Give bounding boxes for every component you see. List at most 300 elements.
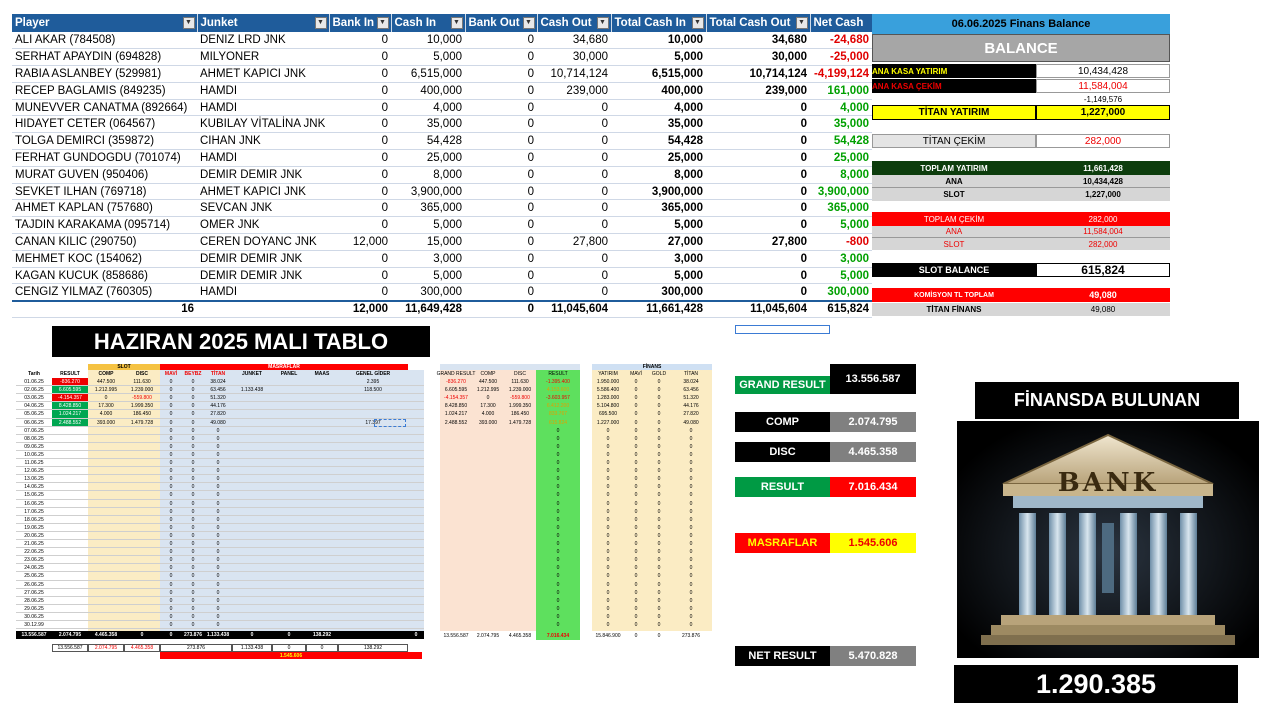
monthly-value-cell[interactable]: 0 — [169, 581, 173, 588]
date-cell[interactable]: 29.06.25 — [24, 605, 44, 612]
cell-cash-in[interactable]: 300,000 — [391, 284, 465, 301]
monthly-mid-cell[interactable]: 0 — [556, 460, 560, 467]
cell-total-out[interactable]: 0 — [706, 200, 810, 217]
monthly-fin-cell[interactable]: 0 — [634, 443, 638, 450]
monthly-mid-cell[interactable]: 111.630 — [511, 379, 529, 386]
monthly-fin-cell[interactable]: 0 — [689, 589, 693, 596]
date-cell[interactable]: 15.06.25 — [24, 492, 44, 499]
monthly-value-cell[interactable]: 0 — [191, 500, 195, 507]
monthly-mid-cell[interactable]: 615.824 — [548, 419, 568, 426]
cell-player[interactable]: CANAN KILIC (290750) — [12, 234, 197, 251]
monthly-mid-cell[interactable] — [440, 483, 472, 491]
monthly-value-cell[interactable]: 0 — [169, 451, 173, 458]
cell-net[interactable]: 3,000 — [810, 250, 872, 267]
monthly-fin-cell[interactable]: 0 — [634, 622, 638, 629]
monthly-fin-cell[interactable]: 38.024 — [683, 379, 699, 386]
cell-total-out[interactable]: 0 — [706, 116, 810, 133]
monthly-fin-cell[interactable]: 0 — [657, 508, 661, 515]
monthly-value-cell[interactable]: 0 — [216, 451, 220, 458]
cell-cash-in[interactable]: 365,000 — [391, 200, 465, 217]
cell-bank-out[interactable]: 0 — [465, 183, 537, 200]
monthly-mid-cell[interactable] — [504, 564, 536, 572]
monthly-fin-cell[interactable]: 0 — [606, 597, 610, 604]
monthly-fin-cell[interactable]: 0 — [634, 395, 638, 402]
cell-bank-out[interactable]: 0 — [465, 66, 537, 83]
cell-cash-in[interactable]: 4,000 — [391, 99, 465, 116]
cell-cash-out[interactable]: 34,680 — [537, 32, 611, 49]
monthly-fin-cell[interactable]: 63.456 — [683, 387, 699, 394]
cell-cash-in[interactable]: 5,000 — [391, 49, 465, 66]
cell-total-in[interactable]: 5,000 — [611, 49, 706, 66]
monthly-fin-cell[interactable]: 0 — [606, 541, 610, 548]
cell-total-in[interactable]: 3,000 — [611, 250, 706, 267]
monthly-fin-cell[interactable]: 0 — [689, 468, 693, 475]
monthly-fin-cell[interactable]: 0 — [634, 500, 638, 507]
monthly-mid-cell[interactable]: 0 — [556, 565, 560, 572]
monthly-fin-cell[interactable]: 0 — [689, 557, 693, 564]
monthly-value-cell[interactable]: 0 — [169, 549, 173, 556]
cell-player[interactable]: CENGIZ YILMAZ (760305) — [12, 284, 197, 301]
player-row[interactable] — [12, 150, 872, 167]
monthly-fin-cell[interactable]: 0 — [657, 613, 661, 620]
monthly-mid-cell[interactable]: 4.153.600 — [546, 387, 570, 394]
cell-junket[interactable]: AHMET KAPICI JNK — [197, 183, 329, 200]
monthly-value-cell[interactable]: 0 — [191, 484, 195, 491]
cell-junket[interactable]: HAMDI — [197, 150, 329, 167]
cell-cash-in[interactable]: 25,000 — [391, 150, 465, 167]
cell-total-in[interactable]: 400,000 — [611, 82, 706, 99]
monthly-fin-cell[interactable]: 27.820 — [683, 411, 699, 418]
monthly-fin-cell[interactable]: 0 — [634, 573, 638, 580]
monthly-fin-cell[interactable]: 0 — [657, 516, 661, 523]
monthly-value-cell[interactable]: 447.500 — [96, 379, 116, 386]
monthly-fin-cell[interactable]: 0 — [657, 622, 661, 629]
monthly-mid-cell[interactable] — [440, 516, 472, 524]
col-header-bank-in[interactable]: Bank In ▼ — [329, 14, 391, 32]
monthly-fin-cell[interactable]: 0 — [634, 557, 638, 564]
cell-bank-out[interactable]: 0 — [465, 250, 537, 267]
col-header-player[interactable]: Player ▼ — [12, 14, 197, 32]
monthly-value-cell[interactable]: 0 — [169, 387, 173, 394]
cell-bank-in[interactable]: 0 — [329, 250, 391, 267]
monthly-fin-cell[interactable]: 0 — [606, 565, 610, 572]
cell-cash-in[interactable]: 5,000 — [391, 267, 465, 284]
monthly-fin-cell[interactable]: 0 — [634, 387, 638, 394]
monthly-mid-cell[interactable] — [472, 564, 504, 572]
monthly-value-cell[interactable]: 0 — [191, 468, 195, 475]
monthly-fin-cell[interactable]: 0 — [606, 589, 610, 596]
monthly-mid-cell[interactable] — [472, 459, 504, 467]
monthly-mid-cell[interactable] — [504, 540, 536, 548]
cell-cash-in[interactable]: 15,000 — [391, 234, 465, 251]
monthly-mid-cell[interactable] — [440, 475, 472, 483]
monthly-value-cell[interactable]: 0 — [191, 581, 195, 588]
monthly-value-cell[interactable]: 0 — [169, 492, 173, 499]
monthly-value-cell[interactable]: 0 — [169, 605, 173, 612]
monthly-fin-cell[interactable]: 0 — [634, 403, 638, 410]
cell-cash-out[interactable]: 0 — [537, 133, 611, 150]
monthly-mid-cell[interactable] — [472, 556, 504, 564]
cell-junket[interactable]: SEVCAN JNK — [197, 200, 329, 217]
monthly-value-cell[interactable]: 0 — [169, 597, 173, 604]
date-cell[interactable]: 24.06.25 — [24, 565, 44, 572]
monthly-value-cell[interactable]: 38.024 — [210, 379, 226, 386]
monthly-value-cell[interactable]: 111.630 — [133, 379, 151, 386]
date-cell[interactable]: 30.12.99 — [24, 622, 44, 629]
monthly-fin-cell[interactable]: 0 — [634, 435, 638, 442]
cell-bank-out[interactable]: 0 — [465, 166, 537, 183]
monthly-mid-cell[interactable]: -4.154.357 — [444, 395, 468, 402]
cell-bank-out[interactable]: 0 — [465, 234, 537, 251]
monthly-fin-cell[interactable]: 0 — [606, 581, 610, 588]
monthly-mid-cell[interactable] — [440, 572, 472, 580]
cell-cash-out[interactable]: 0 — [537, 200, 611, 217]
monthly-fin-cell[interactable]: 44.176 — [683, 403, 699, 410]
monthly-value-cell[interactable]: 0 — [191, 411, 195, 418]
cell-net[interactable]: 4,000 — [810, 99, 872, 116]
monthly-mid-cell[interactable] — [440, 589, 472, 597]
monthly-value-cell[interactable]: 0 — [169, 524, 173, 531]
monthly-value-cell[interactable]: 0 — [169, 419, 173, 426]
monthly-value-cell[interactable]: 2.395 — [366, 379, 380, 386]
monthly-mid-cell[interactable] — [440, 621, 472, 629]
monthly-mid-cell[interactable] — [472, 540, 504, 548]
monthly-value-cell[interactable]: 0 — [169, 622, 173, 629]
monthly-mid-cell[interactable] — [504, 451, 536, 459]
date-cell[interactable]: 05.06.25 — [24, 411, 44, 418]
monthly-fin-cell[interactable]: 0 — [657, 387, 661, 394]
monthly-fin-cell[interactable]: 0 — [689, 532, 693, 539]
monthly-mid-cell[interactable] — [440, 597, 472, 605]
col-header-cash-in[interactable]: Cash In ▼ — [391, 14, 465, 32]
monthly-value-cell[interactable]: 0 — [169, 435, 173, 442]
monthly-mid-cell[interactable] — [504, 467, 536, 475]
monthly-value-cell[interactable]: 118.500 — [364, 387, 382, 394]
monthly-fin-cell[interactable]: 0 — [657, 500, 661, 507]
cell-bank-in[interactable]: 0 — [329, 116, 391, 133]
monthly-mid-cell[interactable]: 0 — [556, 443, 560, 450]
monthly-value-cell[interactable]: 0 — [216, 524, 220, 531]
monthly-mid-cell[interactable] — [504, 508, 536, 516]
monthly-value-cell[interactable]: 17.397 — [365, 419, 381, 426]
cell-cash-out[interactable]: 239,000 — [537, 82, 611, 99]
monthly-value-cell[interactable]: 1.133.438 — [240, 387, 264, 394]
monthly-fin-cell[interactable]: 0 — [634, 379, 638, 386]
monthly-fin-cell[interactable]: 0 — [657, 573, 661, 580]
monthly-fin-cell[interactable]: 0 — [606, 451, 610, 458]
monthly-mid-cell[interactable] — [472, 581, 504, 589]
cell-cash-in[interactable]: 400,000 — [391, 82, 465, 99]
monthly-mid-cell[interactable]: 0 — [556, 532, 560, 539]
cell-total-out[interactable]: 0 — [706, 183, 810, 200]
monthly-mid-cell[interactable]: 833.767 — [548, 411, 568, 418]
cell-junket[interactable]: AHMET KAPICI JNK — [197, 66, 329, 83]
cell-total-in[interactable]: 4,000 — [611, 99, 706, 116]
monthly-value-cell[interactable]: 0 — [169, 411, 173, 418]
monthly-mid-cell[interactable] — [440, 443, 472, 451]
cell-player[interactable]: MURAT GUVEN (950406) — [12, 166, 197, 183]
monthly-mid-cell[interactable]: 17.300 — [480, 403, 496, 410]
cell-bank-in[interactable]: 0 — [329, 82, 391, 99]
monthly-fin-cell[interactable]: 0 — [634, 427, 638, 434]
monthly-value-cell[interactable]: 186.450 — [132, 411, 152, 418]
cell-player[interactable]: ALI AKAR (784508) — [12, 32, 197, 49]
monthly-mid-cell[interactable] — [504, 427, 536, 435]
monthly-value-cell[interactable]: 6.605.595 — [52, 386, 88, 394]
monthly-fin-cell[interactable]: 0 — [634, 460, 638, 467]
date-cell[interactable]: 20.06.25 — [24, 532, 44, 539]
monthly-fin-cell[interactable]: 0 — [689, 484, 693, 491]
player-row[interactable] — [12, 133, 872, 150]
monthly-mid-cell[interactable] — [504, 605, 536, 613]
cell-net[interactable]: 25,000 — [810, 150, 872, 167]
cell-net[interactable]: 3,900,000 — [810, 183, 872, 200]
date-cell[interactable]: 16.06.25 — [24, 500, 44, 507]
monthly-mid-cell[interactable] — [472, 605, 504, 613]
cell-total-in[interactable]: 300,000 — [611, 284, 706, 301]
monthly-fin-cell[interactable]: 0 — [689, 476, 693, 483]
monthly-value-cell[interactable]: 0 — [104, 395, 108, 402]
cell-bank-out[interactable]: 0 — [465, 150, 537, 167]
date-cell[interactable]: 03.06.25 — [24, 395, 44, 402]
monthly-fin-cell[interactable]: 0 — [689, 581, 693, 588]
monthly-value-cell[interactable]: 0 — [216, 605, 220, 612]
monthly-value-cell[interactable]: 393.000 — [96, 419, 116, 426]
monthly-mid-cell[interactable] — [440, 491, 472, 499]
cell-player[interactable]: RABIA ASLANBEY (529981) — [12, 66, 197, 83]
monthly-mid-cell[interactable]: 0 — [556, 484, 560, 491]
monthly-fin-cell[interactable]: 0 — [689, 451, 693, 458]
monthly-value-cell[interactable]: 0 — [169, 516, 173, 523]
monthly-mid-cell[interactable]: 4.000 — [481, 411, 495, 418]
cell-cash-in[interactable]: 5,000 — [391, 217, 465, 234]
monthly-value-cell[interactable]: 0 — [191, 589, 195, 596]
date-cell[interactable]: 27.06.25 — [24, 589, 44, 596]
monthly-value-cell[interactable]: 0 — [191, 387, 195, 394]
monthly-value-cell[interactable]: 0 — [216, 435, 220, 442]
monthly-mid-cell[interactable] — [504, 459, 536, 467]
monthly-fin-cell[interactable]: 0 — [689, 443, 693, 450]
monthly-fin-cell[interactable]: 0 — [634, 468, 638, 475]
monthly-fin-cell[interactable]: 0 — [606, 532, 610, 539]
cell-total-out[interactable]: 0 — [706, 150, 810, 167]
monthly-value-cell[interactable]: 0 — [169, 532, 173, 539]
cell-junket[interactable]: KUBILAY VİTALİNA JNK — [197, 116, 329, 133]
monthly-fin-cell[interactable]: 0 — [606, 435, 610, 442]
player-row[interactable] — [12, 49, 872, 66]
date-cell[interactable]: 30.06.25 — [24, 613, 44, 620]
cell-junket[interactable]: CEREN DOYANC JNK — [197, 234, 329, 251]
cell-cash-in[interactable]: 10,000 — [391, 32, 465, 49]
monthly-fin-cell[interactable]: 5.586.400 — [596, 387, 620, 394]
cell-total-in[interactable]: 8,000 — [611, 166, 706, 183]
monthly-mid-cell[interactable] — [472, 435, 504, 443]
col-header-junket[interactable]: Junket ▼ — [197, 14, 329, 32]
monthly-value-cell[interactable]: 0 — [216, 549, 220, 556]
monthly-value-cell[interactable]: 0 — [169, 427, 173, 434]
monthly-mid-cell[interactable] — [472, 516, 504, 524]
monthly-fin-cell[interactable]: 0 — [606, 460, 610, 467]
cell-cash-out[interactable]: 0 — [537, 250, 611, 267]
monthly-mid-cell[interactable] — [504, 597, 536, 605]
monthly-fin-cell[interactable]: 0 — [657, 524, 661, 531]
monthly-value-cell[interactable]: 4.000 — [99, 411, 113, 418]
monthly-value-cell[interactable]: 0 — [216, 468, 220, 475]
cell-bank-in[interactable]: 0 — [329, 284, 391, 301]
cell-cash-out[interactable]: 0 — [537, 116, 611, 133]
monthly-fin-cell[interactable]: 0 — [606, 549, 610, 556]
monthly-value-cell[interactable]: 0 — [216, 597, 220, 604]
cell-bank-in[interactable]: 0 — [329, 99, 391, 116]
cell-total-out[interactable]: 0 — [706, 166, 810, 183]
monthly-fin-cell[interactable]: 1.950.000 — [596, 379, 620, 386]
monthly-fin-cell[interactable]: 0 — [634, 484, 638, 491]
cell-bank-out[interactable]: 0 — [465, 267, 537, 284]
monthly-mid-cell[interactable]: 447.500 — [478, 379, 498, 386]
monthly-mid-cell[interactable]: 0 — [556, 581, 560, 588]
monthly-mid-cell[interactable] — [440, 459, 472, 467]
monthly-mid-cell[interactable]: 6.412.200 — [546, 403, 570, 410]
cell-total-out[interactable]: 0 — [706, 284, 810, 301]
monthly-mid-cell[interactable]: 0 — [556, 541, 560, 548]
cell-total-out[interactable]: 0 — [706, 250, 810, 267]
monthly-fin-cell[interactable]: 0 — [634, 411, 638, 418]
monthly-value-cell[interactable]: 0 — [169, 613, 173, 620]
monthly-value-cell[interactable]: 0 — [216, 516, 220, 523]
player-row[interactable] — [12, 99, 872, 116]
monthly-value-cell[interactable]: 1.999.350 — [130, 403, 154, 410]
cell-total-in[interactable]: 3,900,000 — [611, 183, 706, 200]
monthly-value-cell[interactable]: 0 — [169, 565, 173, 572]
monthly-mid-cell[interactable]: 0 — [556, 589, 560, 596]
monthly-fin-cell[interactable]: 0 — [634, 589, 638, 596]
monthly-value-cell[interactable]: 0 — [191, 508, 195, 515]
monthly-fin-cell[interactable]: 0 — [657, 411, 661, 418]
monthly-value-cell[interactable]: 51.320 — [210, 395, 226, 402]
monthly-mid-cell[interactable] — [504, 524, 536, 532]
monthly-fin-cell[interactable]: 0 — [634, 597, 638, 604]
cell-junket[interactable]: DEMIR DEMIR JNK — [197, 166, 329, 183]
cell-bank-in[interactable]: 0 — [329, 166, 391, 183]
monthly-mid-cell[interactable]: 0 — [556, 557, 560, 564]
monthly-mid-cell[interactable]: -836.270 — [446, 379, 466, 386]
monthly-mid-cell[interactable]: 0 — [556, 451, 560, 458]
monthly-fin-cell[interactable]: 0 — [606, 605, 610, 612]
cell-cash-out[interactable]: 27,800 — [537, 234, 611, 251]
monthly-fin-cell[interactable]: 0 — [634, 419, 638, 426]
filter-dropdown-icon[interactable]: ▼ — [523, 17, 535, 29]
monthly-value-cell[interactable]: 0 — [191, 573, 195, 580]
player-row[interactable] — [12, 284, 872, 301]
monthly-value-cell[interactable]: 0 — [216, 476, 220, 483]
date-cell[interactable]: 09.06.25 — [24, 443, 44, 450]
monthly-fin-cell[interactable]: 0 — [634, 451, 638, 458]
monthly-fin-cell[interactable]: 0 — [606, 484, 610, 491]
cell-total-in[interactable]: 5,000 — [611, 267, 706, 284]
monthly-value-cell[interactable]: 0 — [216, 581, 220, 588]
monthly-mid-cell[interactable] — [504, 491, 536, 499]
cell-total-in[interactable]: 25,000 — [611, 150, 706, 167]
monthly-mid-cell[interactable] — [504, 483, 536, 491]
date-cell[interactable]: 18.06.25 — [24, 516, 44, 523]
monthly-fin-cell[interactable]: 695.500 — [598, 411, 618, 418]
cell-player[interactable]: AHMET KAPLAN (757680) — [12, 200, 197, 217]
monthly-mid-cell[interactable] — [440, 548, 472, 556]
date-cell[interactable]: 02.06.25 — [24, 387, 44, 394]
monthly-fin-cell[interactable]: 0 — [657, 581, 661, 588]
monthly-mid-cell[interactable] — [504, 572, 536, 580]
monthly-fin-cell[interactable]: 0 — [689, 541, 693, 548]
date-cell[interactable]: 23.06.25 — [24, 557, 44, 564]
cell-cash-in[interactable]: 6,515,000 — [391, 66, 465, 83]
monthly-mid-cell[interactable] — [504, 556, 536, 564]
monthly-fin-cell[interactable]: 0 — [689, 492, 693, 499]
col-header-total-cash-in[interactable]: Total Cash In ▼ — [611, 14, 706, 32]
col-header-cash-out[interactable]: Cash Out ▼ — [537, 14, 611, 32]
date-cell[interactable]: 28.06.25 — [24, 597, 44, 604]
monthly-fin-cell[interactable]: 0 — [606, 476, 610, 483]
monthly-value-cell[interactable]: 0 — [191, 605, 195, 612]
monthly-fin-cell[interactable]: 0 — [689, 508, 693, 515]
monthly-mid-cell[interactable]: 186.450 — [510, 411, 530, 418]
monthly-mid-cell[interactable]: 0 — [556, 435, 560, 442]
date-cell[interactable]: 13.06.25 — [24, 476, 44, 483]
monthly-fin-cell[interactable]: 0 — [689, 613, 693, 620]
player-row[interactable] — [12, 166, 872, 183]
col-header-bank-out[interactable]: Bank Out ▼ — [465, 14, 537, 32]
monthly-mid-cell[interactable] — [504, 613, 536, 621]
monthly-value-cell[interactable]: 0 — [191, 435, 195, 442]
cell-player[interactable]: SERHAT APAYDIN (694828) — [12, 49, 197, 66]
monthly-mid-cell[interactable] — [472, 475, 504, 483]
monthly-mid-cell[interactable] — [472, 572, 504, 580]
monthly-value-cell[interactable]: 0 — [169, 589, 173, 596]
monthly-fin-cell[interactable]: 0 — [657, 403, 661, 410]
monthly-value-cell[interactable]: 0 — [216, 484, 220, 491]
date-cell[interactable]: 10.06.25 — [24, 451, 44, 458]
cell-total-out[interactable]: 34,680 — [706, 32, 810, 49]
monthly-value-cell[interactable]: 1.212.995 — [94, 387, 118, 394]
monthly-mid-cell[interactable]: 0 — [486, 395, 490, 402]
monthly-mid-cell[interactable]: 0 — [556, 516, 560, 523]
cell-player[interactable]: FERHAT GUNDOGDU (701074) — [12, 150, 197, 167]
monthly-mid-cell[interactable]: 1.479.728 — [508, 419, 532, 426]
cell-cash-out[interactable]: 0 — [537, 284, 611, 301]
player-row[interactable] — [12, 250, 872, 267]
monthly-fin-cell[interactable]: 0 — [689, 524, 693, 531]
monthly-value-cell[interactable]: 8.428.850 — [52, 402, 88, 410]
cell-player[interactable]: RECEP BAGLAMIS (849235) — [12, 82, 197, 99]
monthly-mid-cell[interactable] — [472, 548, 504, 556]
cell-total-in[interactable]: 10,000 — [611, 32, 706, 49]
cell-player[interactable]: HIDAYET CETER (064567) — [12, 116, 197, 133]
monthly-mid-cell[interactable] — [472, 621, 504, 629]
cell-cash-in[interactable]: 3,900,000 — [391, 183, 465, 200]
monthly-value-cell[interactable]: 0 — [169, 443, 173, 450]
monthly-fin-cell[interactable]: 0 — [606, 427, 610, 434]
player-row[interactable] — [12, 116, 872, 133]
monthly-fin-cell[interactable]: 0 — [634, 613, 638, 620]
monthly-mid-cell[interactable] — [504, 548, 536, 556]
monthly-mid-cell[interactable] — [440, 435, 472, 443]
cell-total-in[interactable]: 365,000 — [611, 200, 706, 217]
cell-bank-out[interactable]: 0 — [465, 99, 537, 116]
monthly-value-cell[interactable]: 0 — [216, 492, 220, 499]
monthly-fin-cell[interactable]: 0 — [634, 605, 638, 612]
monthly-fin-cell[interactable]: 0 — [657, 451, 661, 458]
cell-bank-out[interactable]: 0 — [465, 32, 537, 49]
monthly-fin-cell[interactable]: 0 — [657, 549, 661, 556]
